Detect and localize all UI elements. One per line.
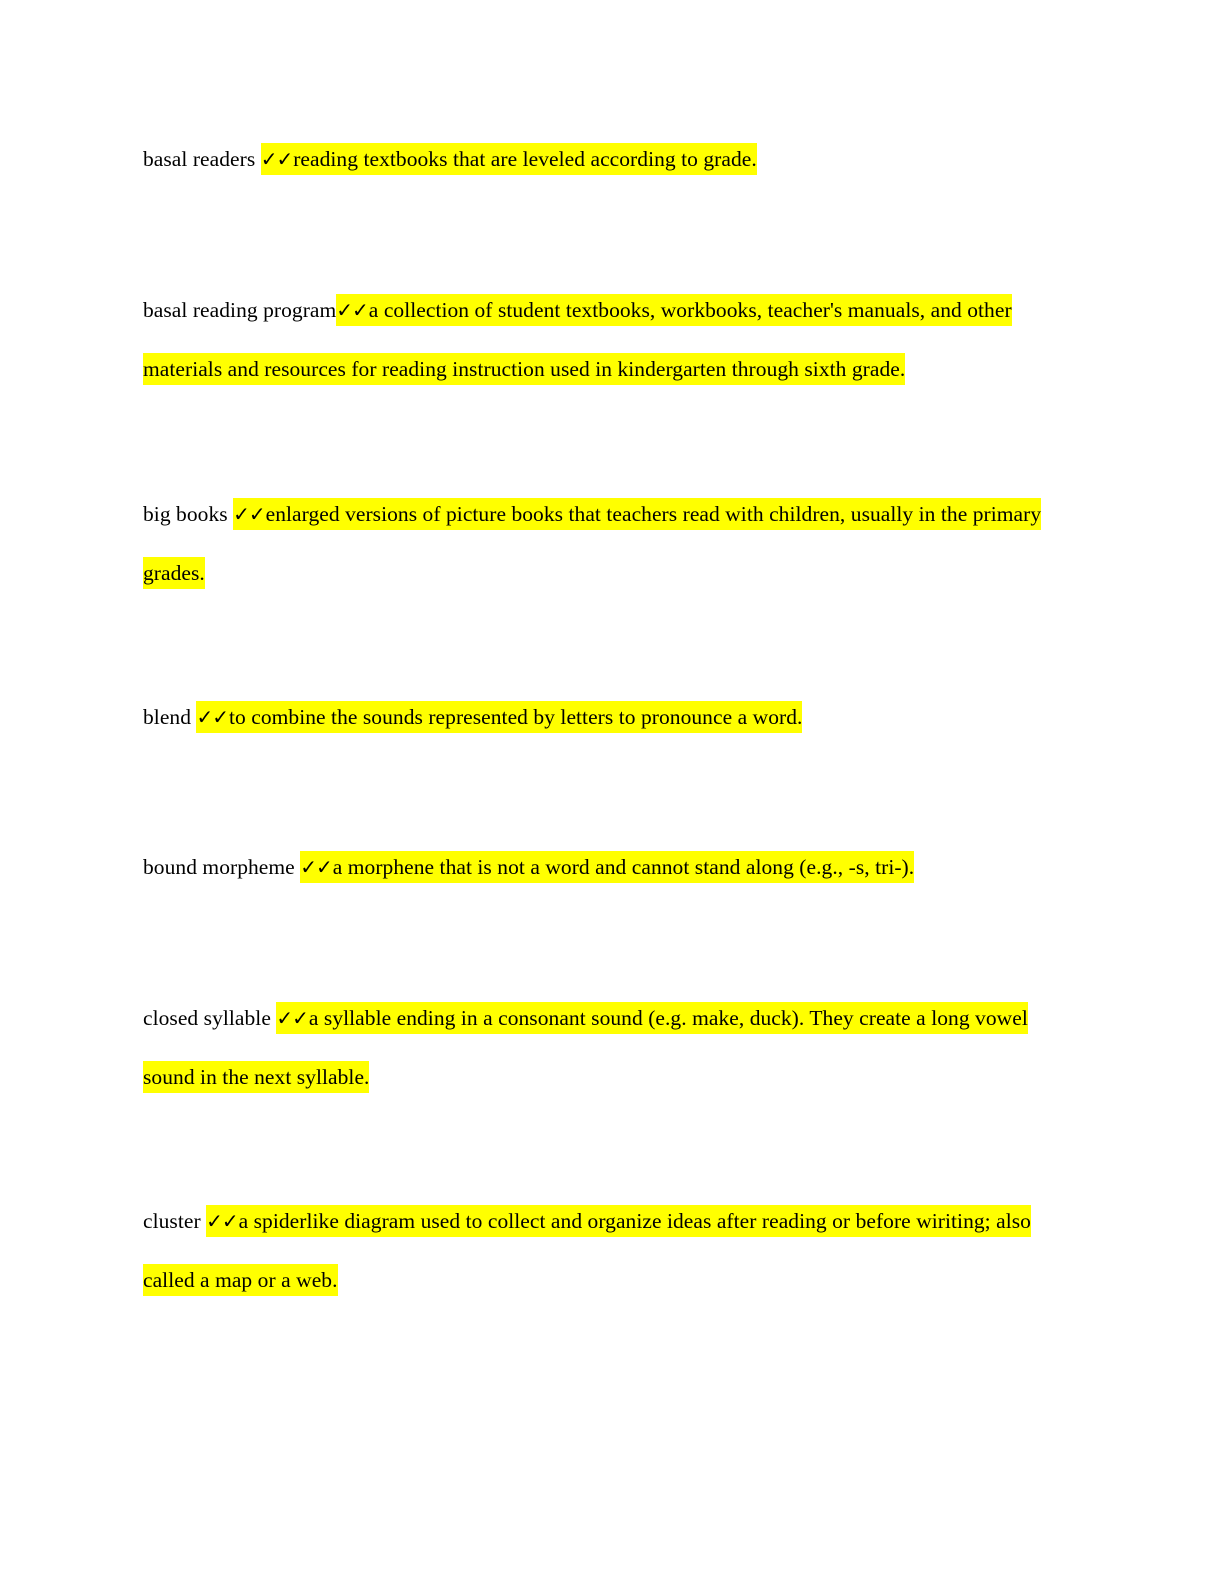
highlighted-definition	[143, 498, 1041, 589]
entry-term: blend	[143, 705, 192, 729]
double-checkmark-icon: ✓✓	[300, 855, 332, 879]
entry-term: bound morpheme	[143, 855, 295, 879]
entry-definition: enlarged versions of picture books that teachers read with children, usually in the primary grades.	[143, 502, 1042, 585]
entry-term: big books	[143, 502, 228, 526]
glossary-entry-basal-reading-program	[143, 281, 1063, 398]
entry-definition: reading textbooks that are leveled according to grade.	[293, 147, 757, 171]
entry-term: closed syllable	[143, 1006, 271, 1030]
double-checkmark-icon: ✓✓	[276, 1006, 308, 1030]
double-checkmark-icon: ✓✓	[336, 298, 368, 322]
entry-definition: a morphene that is not a word and cannot stand along (e.g., -s, tri-).	[332, 855, 915, 879]
highlighted-definition	[143, 1002, 1028, 1093]
glossary-entry-big-books	[143, 485, 1063, 602]
glossary-entry-blend	[143, 688, 1063, 747]
entry-definition: a spiderlike diagram used to collect and organize ideas after reading or before wiriting; also called a map or a web.	[143, 1209, 1031, 1292]
highlighted-definition	[196, 701, 802, 733]
glossary-entry-cluster	[143, 1192, 1063, 1309]
double-checkmark-icon: ✓✓	[206, 1209, 238, 1233]
highlighted-definition	[300, 851, 914, 883]
highlighted-definition	[143, 1205, 1031, 1296]
entry-term: basal readers	[143, 147, 256, 171]
entry-definition: a syllable ending in a consonant sound (e.g. make, duck). They create a long vowel sound in the next syllable.	[143, 1006, 1028, 1089]
entry-term: cluster	[143, 1209, 201, 1233]
glossary-entry-basal-readers	[143, 130, 1063, 189]
entry-term: basal reading program	[143, 298, 337, 322]
double-checkmark-icon: ✓✓	[196, 705, 228, 729]
glossary-entry-bound-morpheme	[143, 838, 1063, 897]
entry-definition: to combine the sounds represented by letters to pronounce a word.	[228, 705, 803, 729]
glossary-entry-closed-syllable	[143, 989, 1063, 1106]
double-checkmark-icon: ✓✓	[233, 502, 265, 526]
highlighted-definition	[261, 143, 757, 175]
entry-definition: a collection of student textbooks, workbooks, teacher's manuals, and other materials and resources for reading instruction used in kindergarten through sixth grade.	[143, 298, 1012, 381]
double-checkmark-icon: ✓✓	[260, 147, 293, 171]
